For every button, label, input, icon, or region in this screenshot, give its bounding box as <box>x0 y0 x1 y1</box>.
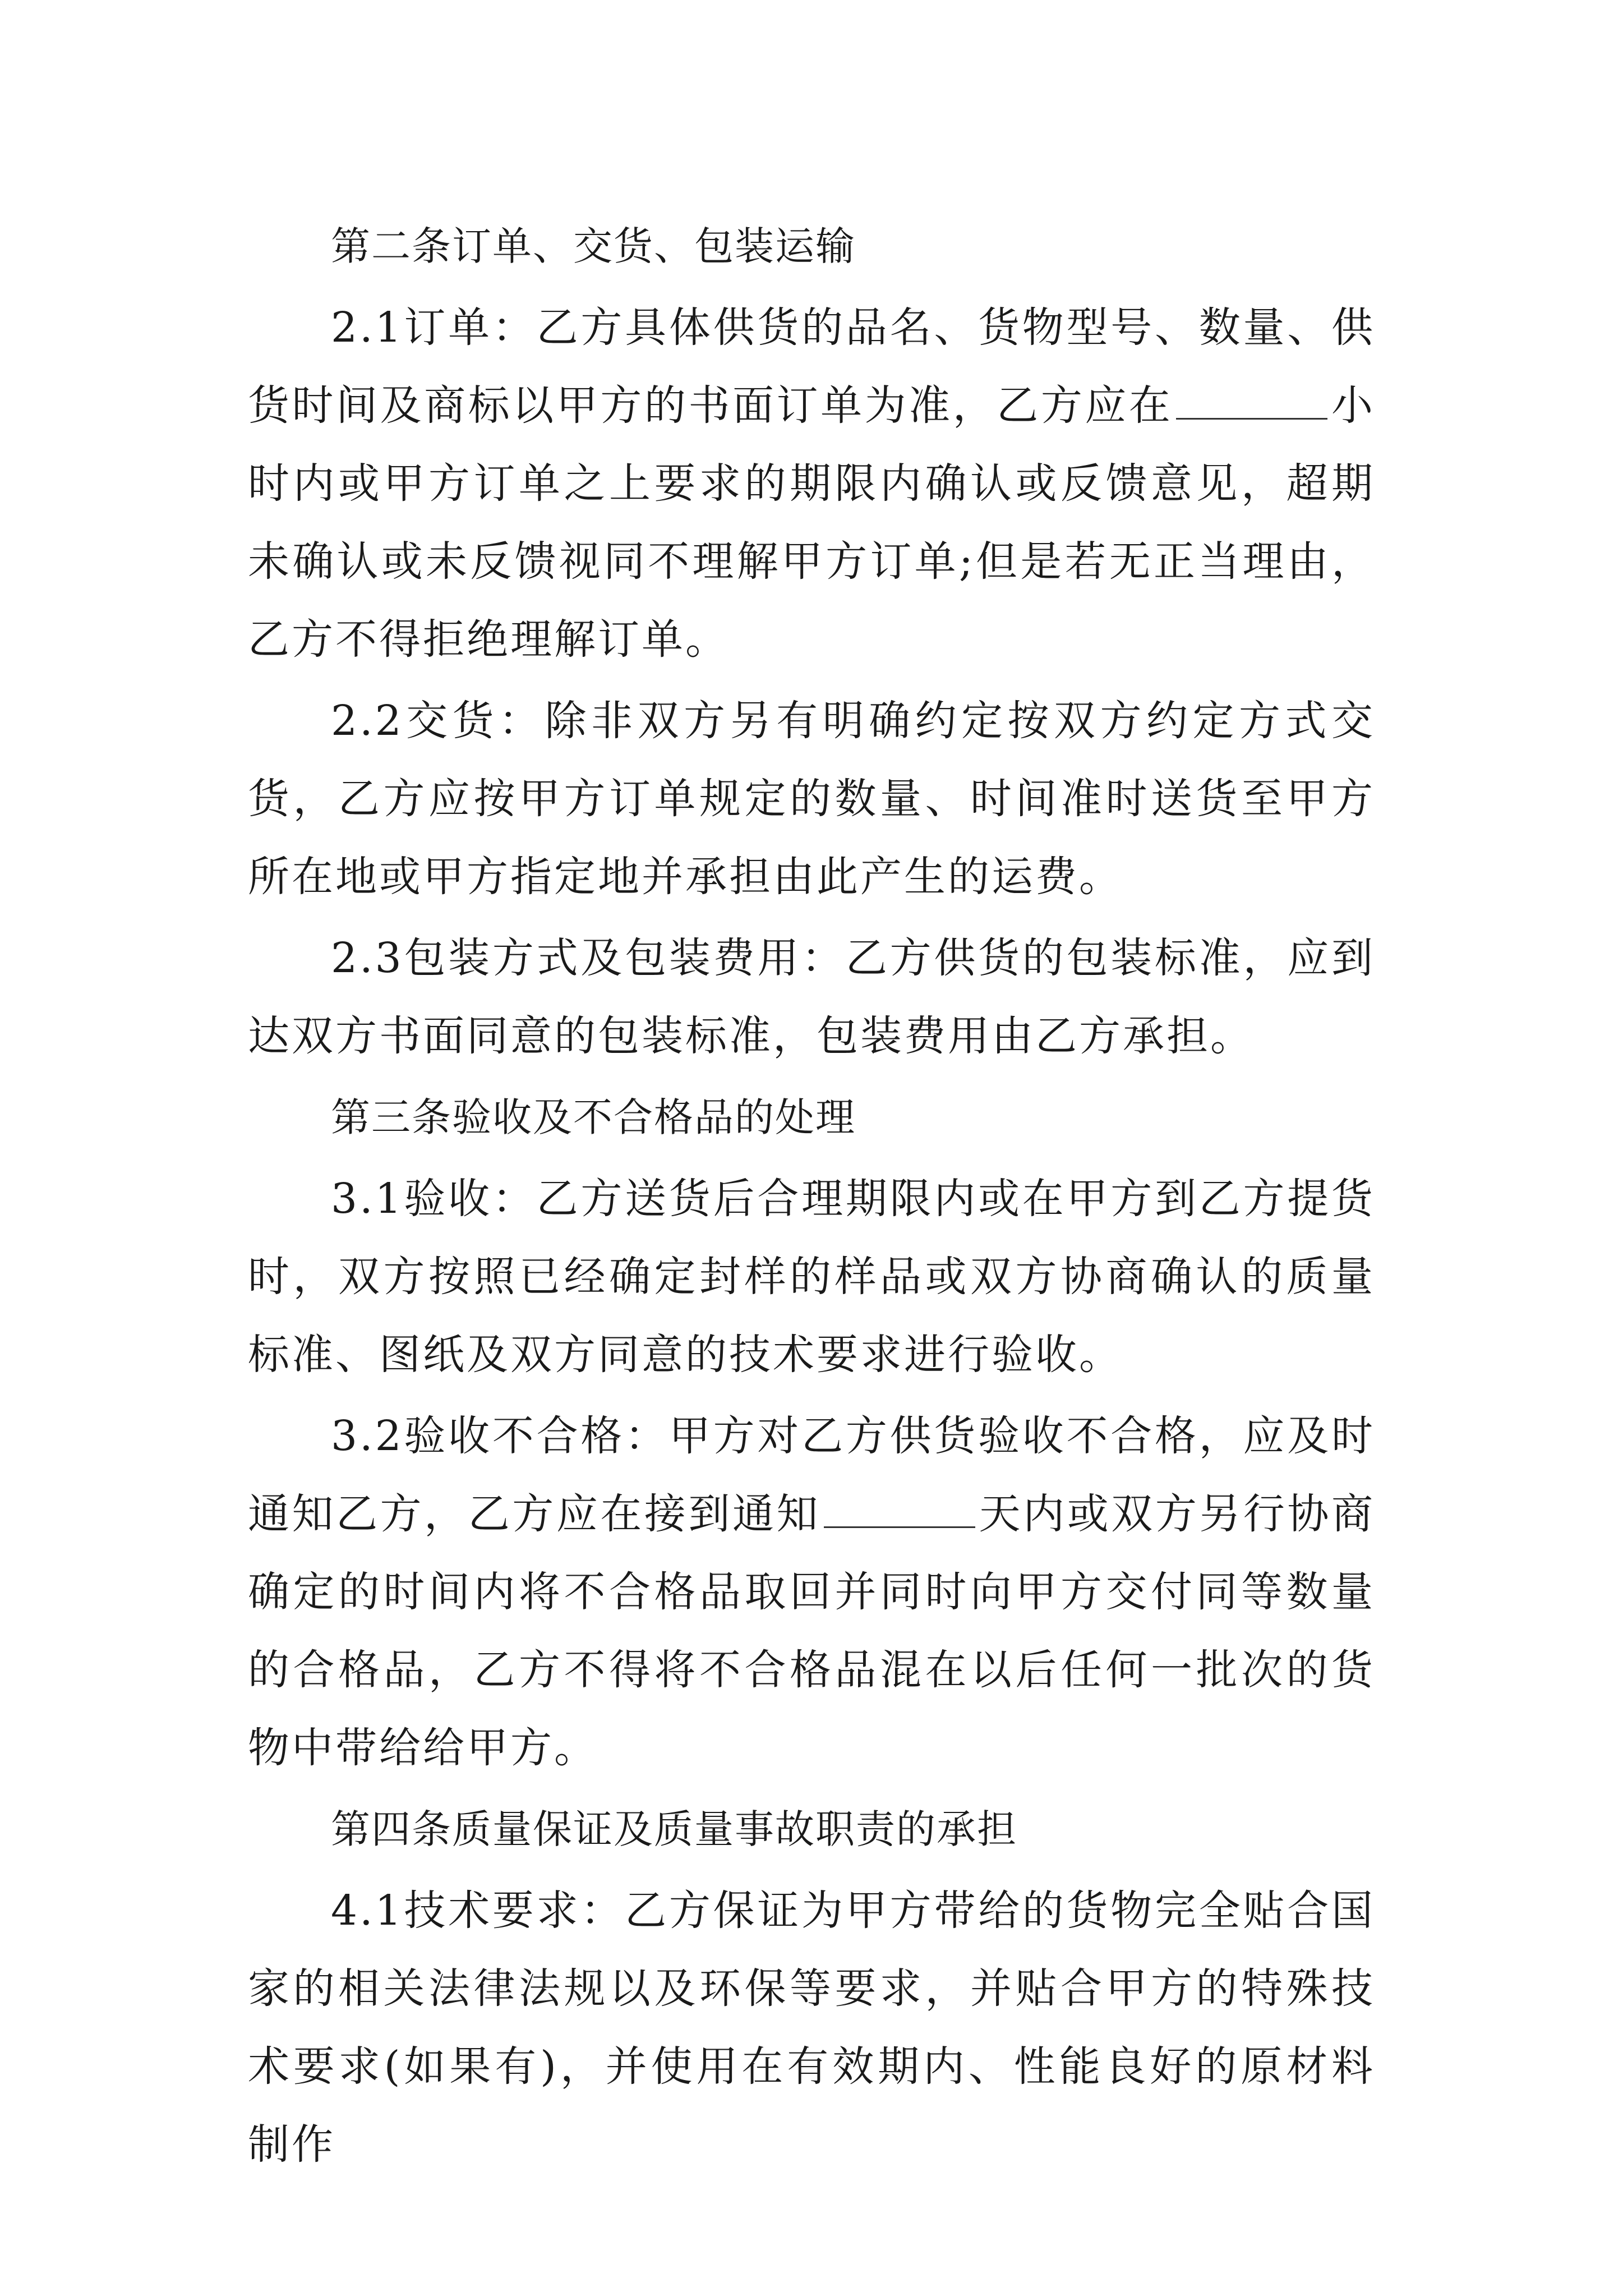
clause-2-1-text-a: 2.1订单：乙方具体供货的品名、货物型号、数量、供货时间及商标以甲方的书面订单为准，乙方应在 <box>248 303 1375 430</box>
clause-2-1 <box>248 289 1375 679</box>
section-2-heading: 第二条订单、交货、包装运输 <box>331 223 856 269</box>
clause-2-3: 2.3包装方式及包装费用：乙方供货的包装标准，应到达双方书面同意的包装标准，包装费用由乙方承担。 <box>248 934 1375 1060</box>
clause-2-1-text-b: 小时内或甲方订单之上要求的期限内确认或反馈意见，超期未确认或未反馈视同不理解甲方订单;但是若无正当理由，乙方不得拒绝理解订单。 <box>248 381 1375 664</box>
section-3-heading: 第三条验收及不合格品的处理 <box>331 1094 856 1140</box>
document-body <box>248 208 1375 2187</box>
clause-4-1: 4.1技术要求：乙方保证为甲方带给的货物完全贴合国家的相关法律法规以及环保等要求，并贴合甲方的特殊技术要求(如果有)，并使用在有效期内、性能良好的原材料制作 <box>248 1887 1375 2169</box>
clause-3-2 <box>248 1397 1375 1787</box>
fill-in-blank-days <box>824 1493 975 1528</box>
fill-in-blank-hours <box>1176 384 1327 420</box>
clause-3-1: 3.1验收：乙方送货后合理期限内或在甲方到乙方提货时，双方按照已经确定封样的样品或双方协商确认的质量标准、图纸及双方同意的技术要求进行验收。 <box>248 1175 1375 1379</box>
clause-2-2: 2.2交货：除非双方另有明确约定按双方约定方式交货，乙方应按甲方订单规定的数量、时间准时送货至甲方所在地或甲方指定地并承担由此产生的运费。 <box>248 697 1375 901</box>
clause-3-2-text-b: 天内或双方另行协商确定的时间内将不合格品取回并同时向甲方交付同等数量的合格品，乙方不得将不合格品混在以后任何一批次的货物中带给给甲方。 <box>248 1490 1376 1772</box>
clause-3-2-text-a: 3.2验收不合格：甲方对乙方供货验收不合格，应及时通知乙方，乙方应在接到通知 <box>248 1412 1375 1538</box>
section-4-heading: 第四条质量保证及质量事故职责的承担 <box>331 1806 1017 1852</box>
